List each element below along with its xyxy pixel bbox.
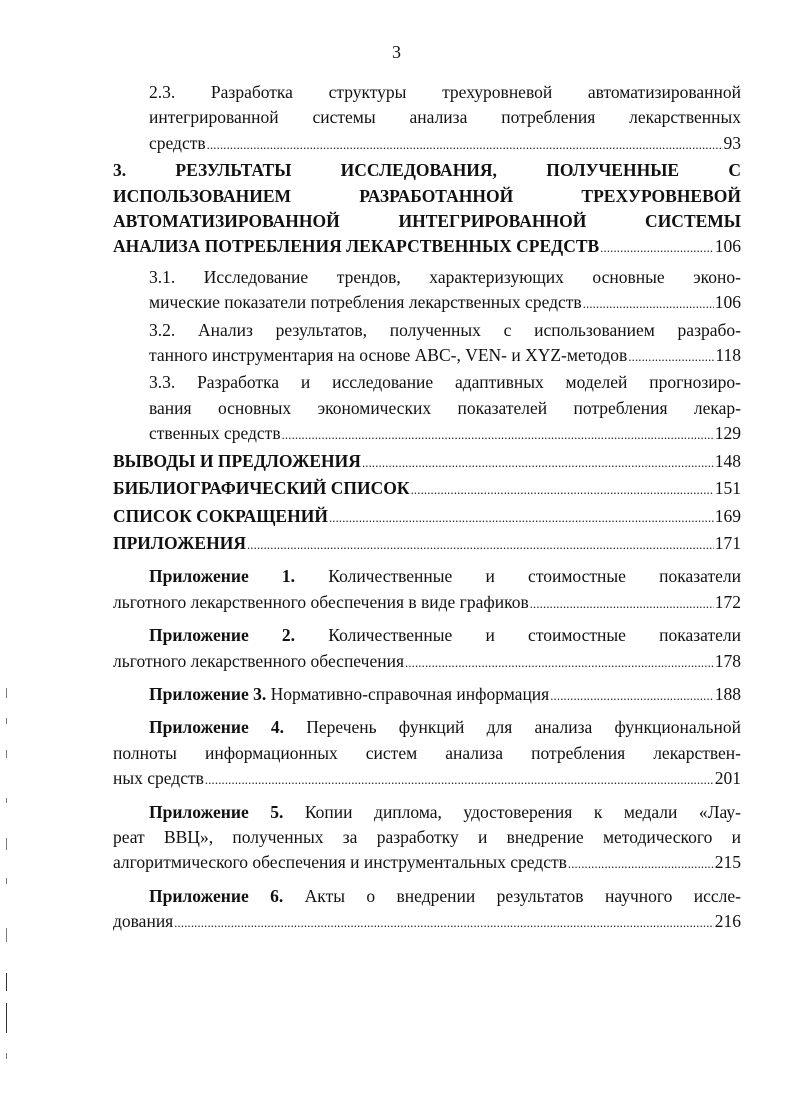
- toc-section-title: ВЫВОДЫ И ПРЕДЛОЖЕНИЯ: [113, 450, 361, 471]
- toc-appendix-line: [113, 715, 741, 740]
- toc-page-number: 188: [714, 683, 741, 704]
- toc-page-number: 215: [714, 852, 741, 873]
- appendix-label: Приложение 3.: [149, 683, 267, 704]
- toc-page-number: 171: [714, 532, 741, 553]
- toc-page-number: 169: [714, 505, 741, 526]
- toc-entry-last-line: [149, 131, 741, 158]
- dot-leader: [174, 909, 714, 936]
- dot-leader: [530, 590, 714, 617]
- toc-appendix-last-line: [113, 766, 741, 793]
- toc-page-number: 172: [714, 591, 741, 612]
- toc-entry-line: вания основных экономических показателей потребления лекар-: [149, 397, 741, 418]
- toc-appendix-text: Количественные и стоимостные показатели: [328, 566, 741, 587]
- toc-entry-last-line: [149, 290, 741, 317]
- dot-leader: [550, 682, 714, 709]
- toc-page-number: 216: [714, 911, 741, 932]
- toc-appendix-last-line: [113, 909, 741, 936]
- dot-leader: [568, 850, 714, 877]
- toc-section-title: ПРИЛОЖЕНИЯ: [113, 532, 246, 553]
- table-of-contents: [113, 80, 741, 937]
- toc-abbreviations: [113, 504, 741, 531]
- toc-chapter-line: 3. РЕЗУЛЬТАТЫ ИССЛЕДОВАНИЯ, ПОЛУЧЕННЫЕ С: [113, 160, 741, 181]
- toc-appendix-2: [113, 623, 741, 676]
- appendix-label: Приложение 1.: [149, 566, 296, 587]
- toc-entry-3-1: [113, 265, 741, 318]
- toc-entry-text: ственных средств: [149, 423, 281, 444]
- toc-page-number: 201: [714, 768, 741, 789]
- toc-appendix-5: [113, 800, 741, 878]
- toc-page-number: 93: [723, 132, 741, 153]
- appendix-label: Приложение 5.: [149, 801, 284, 822]
- toc-appendix-text: Перечень функций для анализа функциональной: [306, 717, 741, 738]
- page-number: 3: [392, 42, 401, 62]
- toc-appendix-line: [113, 564, 741, 589]
- toc-page-number: 106: [714, 236, 741, 257]
- dot-leader: [205, 766, 714, 793]
- toc-appendix-line: реат ВВЦ», полученных за разработку и внедрение методического и: [113, 826, 741, 847]
- toc-appendix-text: дования: [113, 911, 174, 932]
- toc-entry-3-2: [113, 318, 741, 371]
- toc-chapter-3: [113, 158, 741, 262]
- toc-chapter-text: АНАЛИЗА ПОТРЕБЛЕНИЯ ЛЕКАРСТВЕННЫХ СРЕДСТВ: [113, 236, 600, 257]
- toc-entry-text: танного инструментария на основе АВС-, VEN- и XYZ-методов: [149, 345, 628, 366]
- toc-bibliography: [113, 476, 741, 503]
- toc-appendix-text: Нормативно-справочная информация: [270, 683, 550, 704]
- toc-appendix-last-line: [113, 682, 741, 709]
- toc-section-title: БИБЛИОГРАФИЧЕСКИЙ СПИСОК: [113, 478, 410, 499]
- toc-appendix-text: ных средств: [113, 768, 204, 789]
- toc-appendix-1: [113, 564, 741, 617]
- toc-appendix-line: [113, 800, 741, 825]
- dot-leader: [247, 531, 714, 558]
- toc-entry-text: средств: [149, 132, 206, 153]
- toc-appendix-last-line: [113, 590, 741, 617]
- dot-leader: [282, 421, 714, 448]
- toc-appendix-text: Количественные и стоимостные показатели: [328, 625, 741, 646]
- toc-appendix-6: [113, 884, 741, 937]
- toc-appendix-text: Копии диплома, удостоверения к медали «Лау-: [304, 801, 741, 822]
- dot-leader: [583, 290, 714, 317]
- toc-page-number: 148: [714, 450, 741, 471]
- toc-page-number: 129: [714, 423, 741, 444]
- toc-appendix-text: льготного лекарственного обеспечения в виде графиков: [113, 591, 529, 612]
- toc-entry-line: 3.2. Анализ результатов, полученных с использованием разрабо-: [149, 319, 741, 340]
- toc-entry-2-3: [113, 80, 741, 158]
- toc-page-number: 178: [714, 650, 741, 671]
- appendix-label: Приложение 4.: [149, 717, 285, 738]
- toc-appendix-4: [113, 715, 741, 793]
- toc-chapter-last-line: [113, 234, 741, 261]
- toc-entry-text: мические показатели потребления лекарственных средств: [149, 292, 582, 313]
- toc-chapter-line: АВТОМАТИЗИРОВАННОЙ ИНТЕГРИРОВАННОЙ СИСТЕМЫ: [113, 211, 741, 232]
- dot-leader: [411, 476, 714, 503]
- scan-margin-marks: [4, 688, 10, 1088]
- toc-appendix-text: Акты о внедрении результатов научного иссле-: [304, 885, 741, 906]
- toc-conclusions: [113, 449, 741, 476]
- dot-leader: [207, 131, 723, 158]
- toc-entry-line: интегрированной системы анализа потребления лекарственных: [149, 107, 741, 128]
- dot-leader: [628, 343, 714, 370]
- toc-page-number: 151: [714, 478, 741, 499]
- dot-leader: [405, 649, 714, 676]
- toc-appendix-last-line: [113, 649, 741, 676]
- appendix-label: Приложение 2.: [149, 625, 296, 646]
- toc-entry-line: 2.3. Разработка структуры трехуровневой автоматизированной: [149, 82, 741, 102]
- toc-chapter-line: ИСПОЛЬЗОВАНИЕМ РАЗРАБОТАННОЙ ТРЕХУРОВНЕВОЙ: [113, 185, 741, 206]
- dot-leader: [362, 449, 714, 476]
- appendix-label: Приложение 6.: [149, 885, 284, 906]
- toc-appendix-text: льготного лекарственного обеспечения: [113, 650, 404, 671]
- dot-leader: [329, 504, 714, 531]
- toc-appendices: [113, 531, 741, 558]
- toc-appendix-line: [113, 623, 741, 648]
- toc-entry-3-3: [113, 370, 741, 448]
- toc-appendix-line: [113, 884, 741, 909]
- toc-appendix-last-line: [113, 850, 741, 877]
- toc-page-number: 118: [715, 345, 741, 366]
- toc-appendix-line: полноты информационных систем анализа потребления лекарствен-: [113, 742, 741, 763]
- toc-appendix-3: [113, 682, 741, 709]
- toc-entry-last-line: [149, 421, 741, 448]
- toc-entry-last-line: [149, 343, 741, 370]
- toc-entry-line: 3.1. Исследование трендов, характеризующих основные эконо-: [149, 266, 741, 287]
- toc-appendix-text: алгоритмического обеспечения и инструментальных средств: [113, 852, 567, 873]
- toc-page-number: 106: [714, 292, 741, 313]
- toc-entry-line: 3.3. Разработка и исследование адаптивных моделей прогнозиро-: [149, 372, 741, 393]
- toc-section-title: СПИСОК СОКРАЩЕНИЙ: [113, 505, 328, 526]
- dot-leader: [600, 234, 714, 261]
